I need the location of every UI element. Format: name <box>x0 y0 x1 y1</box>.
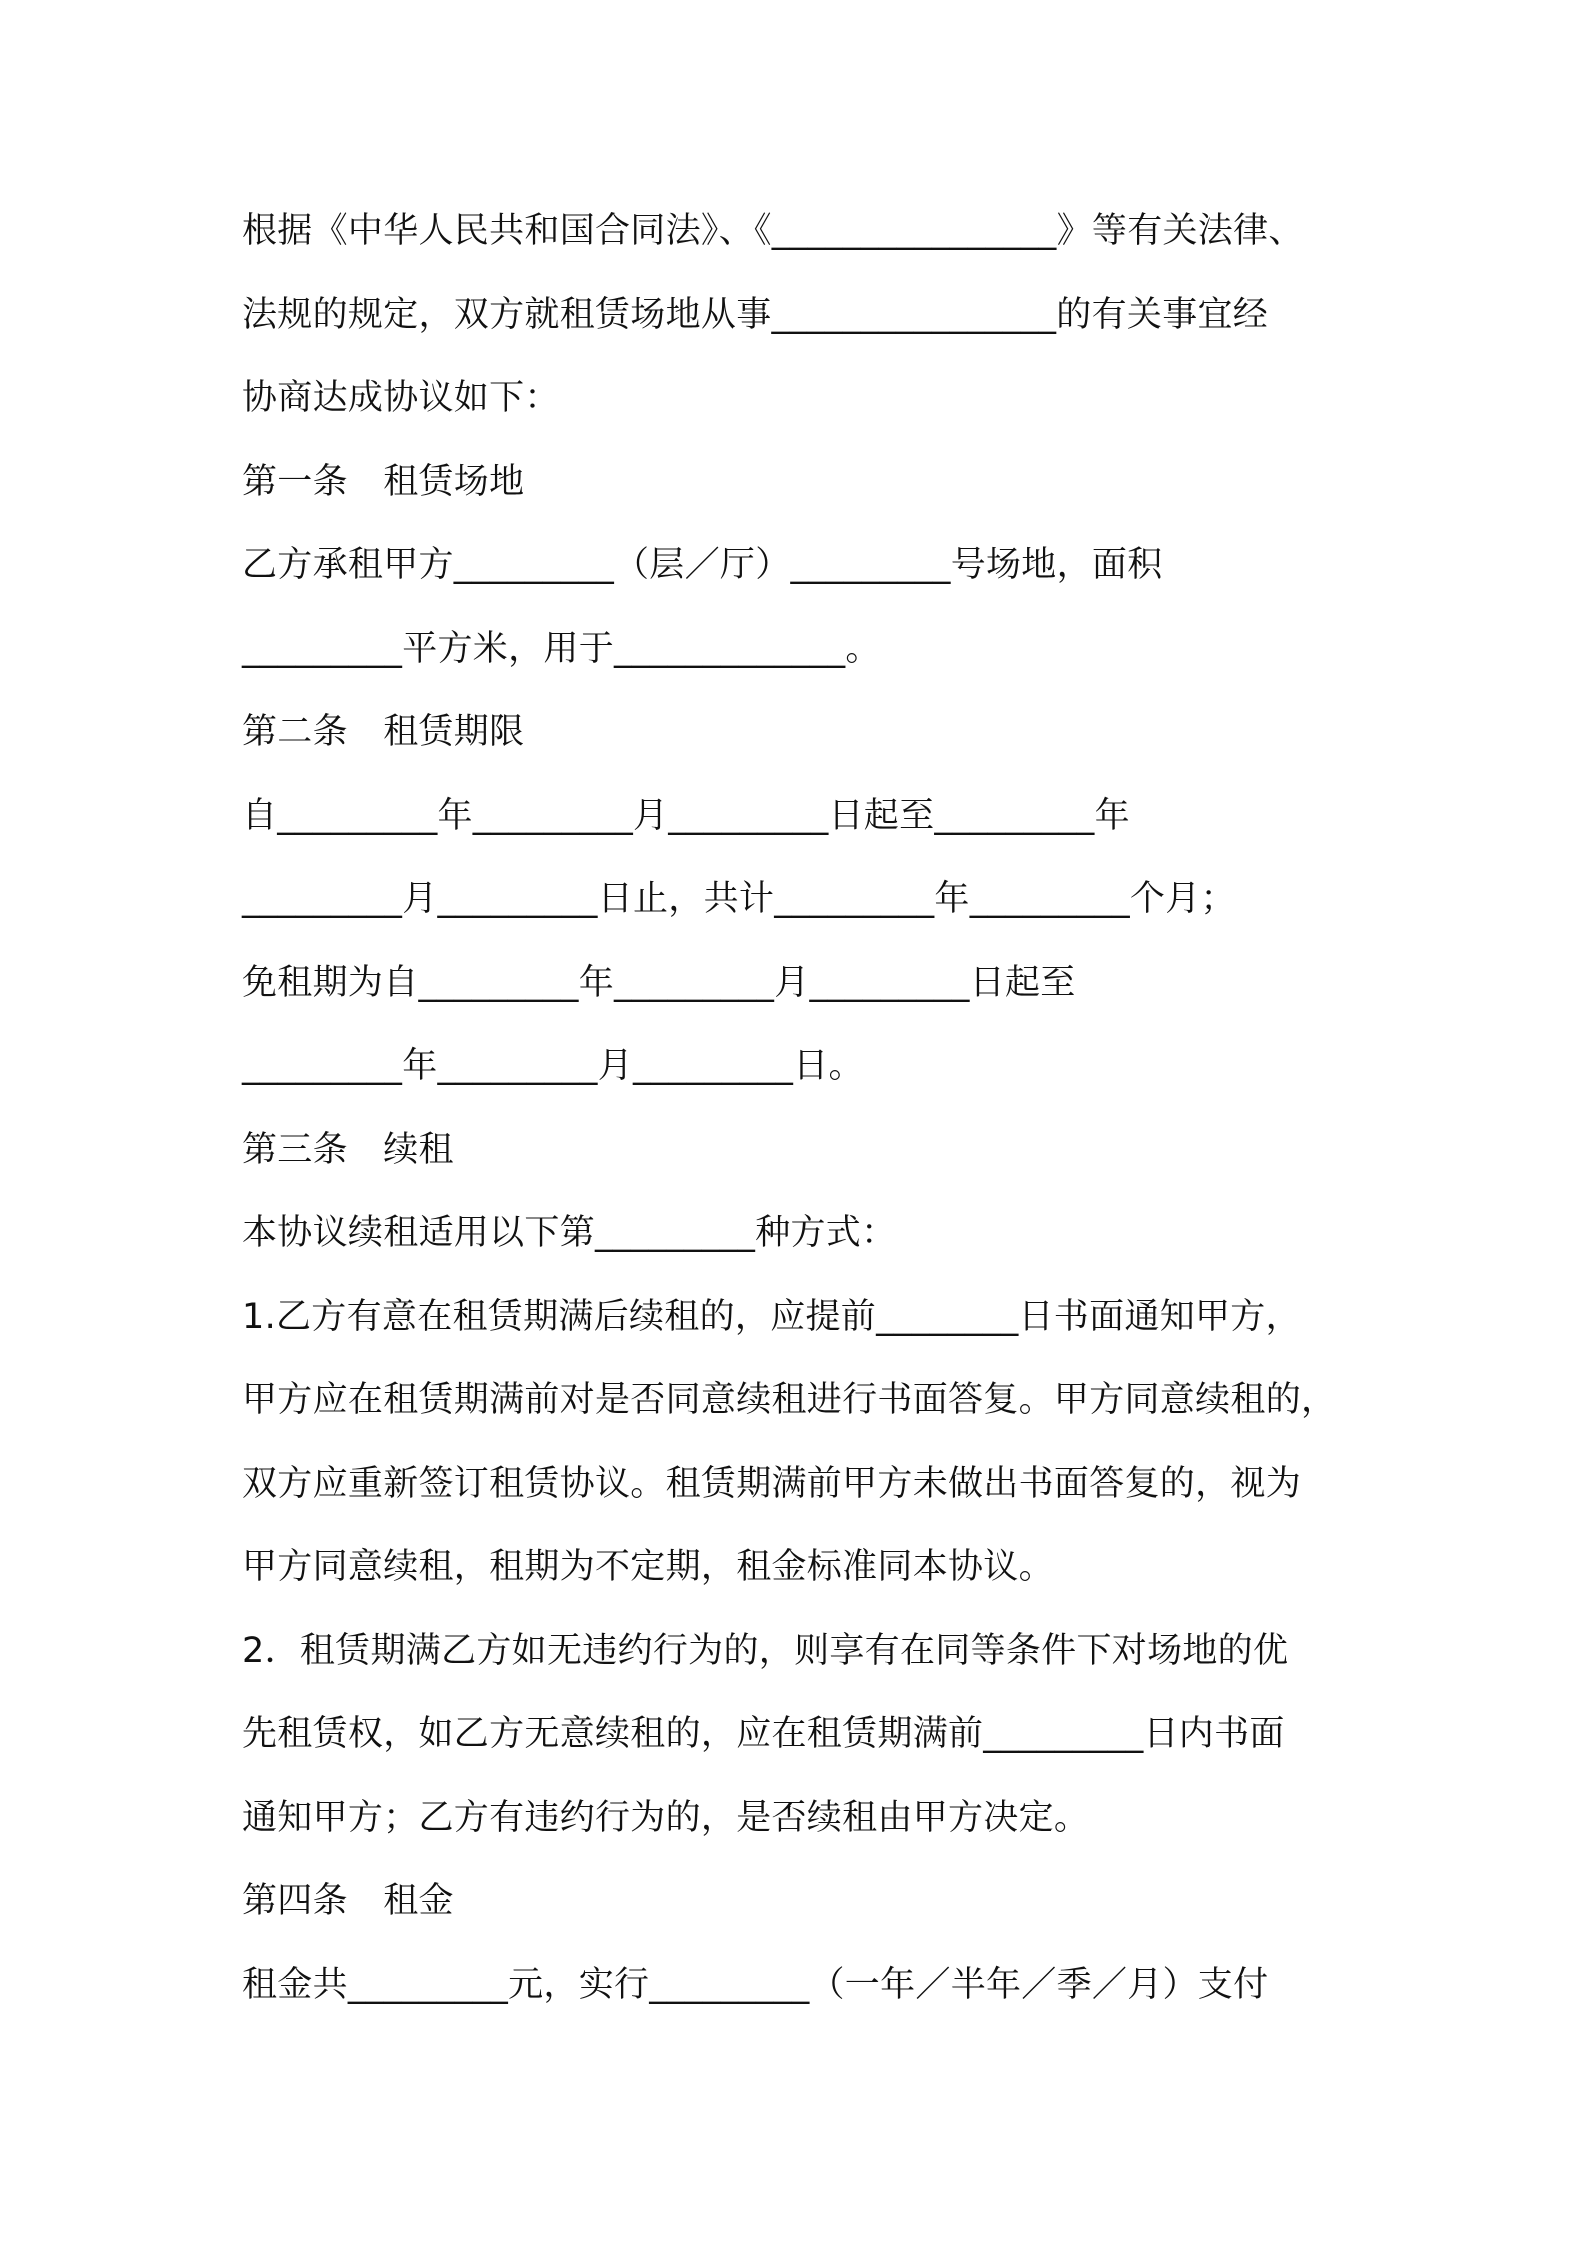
article-3-heading: 第三条 续租 <box>242 1129 454 1170</box>
article-3-line-2: 1.乙方有意在租赁期满后续租的，应提前________日书面通知甲方， <box>242 1296 1301 1337</box>
preamble-line-3: 协商达成协议如下： <box>242 378 560 418</box>
preamble-line-1: 根据《中华人民共和国合同法》、《________________》等有关法律、 <box>242 211 1304 251</box>
article-2-line-1: 自_________年_________月_________日起至_________年 <box>242 795 1130 836</box>
article-3-line-5: 甲方同意续租，租期为不定期，租金标准同本协议。 <box>242 1547 1054 1587</box>
article-3-line-6: 2．租赁期满乙方如无违约行为的，则享有在同等条件下对场地的优 <box>242 1630 1289 1671</box>
article-3-line-3: 甲方应在租赁期满前对是否同意续租进行书面答复。甲方同意续租的， <box>242 1380 1337 1420</box>
article-4-heading: 第四条 租金 <box>242 1881 454 1921</box>
preamble-line-2: 法规的规定，双方就租赁场地从事________________的有关事宜经 <box>242 294 1269 335</box>
article-4-line-1: 租金共_________元，实行_________（一年／半年／季／月）支付 <box>242 1964 1269 2005</box>
contract-body <box>242 190 1382 2027</box>
article-3-line-1: 本协议续租适用以下第_________种方式： <box>242 1213 897 1253</box>
article-2-line-2: _________月_________日止，共计_________年_________个月； <box>242 879 1236 919</box>
article-2-line-3: 免租期为自_________年_________月_________日起至 <box>242 962 1076 1003</box>
article-3-line-7: 先租赁权，如乙方无意续租的，应在租赁期满前_________日内书面 <box>242 1714 1285 1754</box>
article-1-line-1: 乙方承租甲方_________（层／厅）_________号场地，面积 <box>242 545 1163 585</box>
article-1-heading: 第一条 租赁场地 <box>242 461 525 502</box>
article-3-line-4: 双方应重新签订租赁协议。租赁期满前甲方未做出书面答复的，视为 <box>242 1463 1302 1504</box>
article-1-line-2: _________平方米，用于_____________。 <box>242 628 881 669</box>
article-2-heading: 第二条 租赁期限 <box>242 712 525 752</box>
article-3-line-8: 通知甲方；乙方有违约行为的，是否续租由甲方决定。 <box>242 1797 1090 1838</box>
article-2-line-4: _________年_________月_________日。 <box>242 1046 864 1086</box>
